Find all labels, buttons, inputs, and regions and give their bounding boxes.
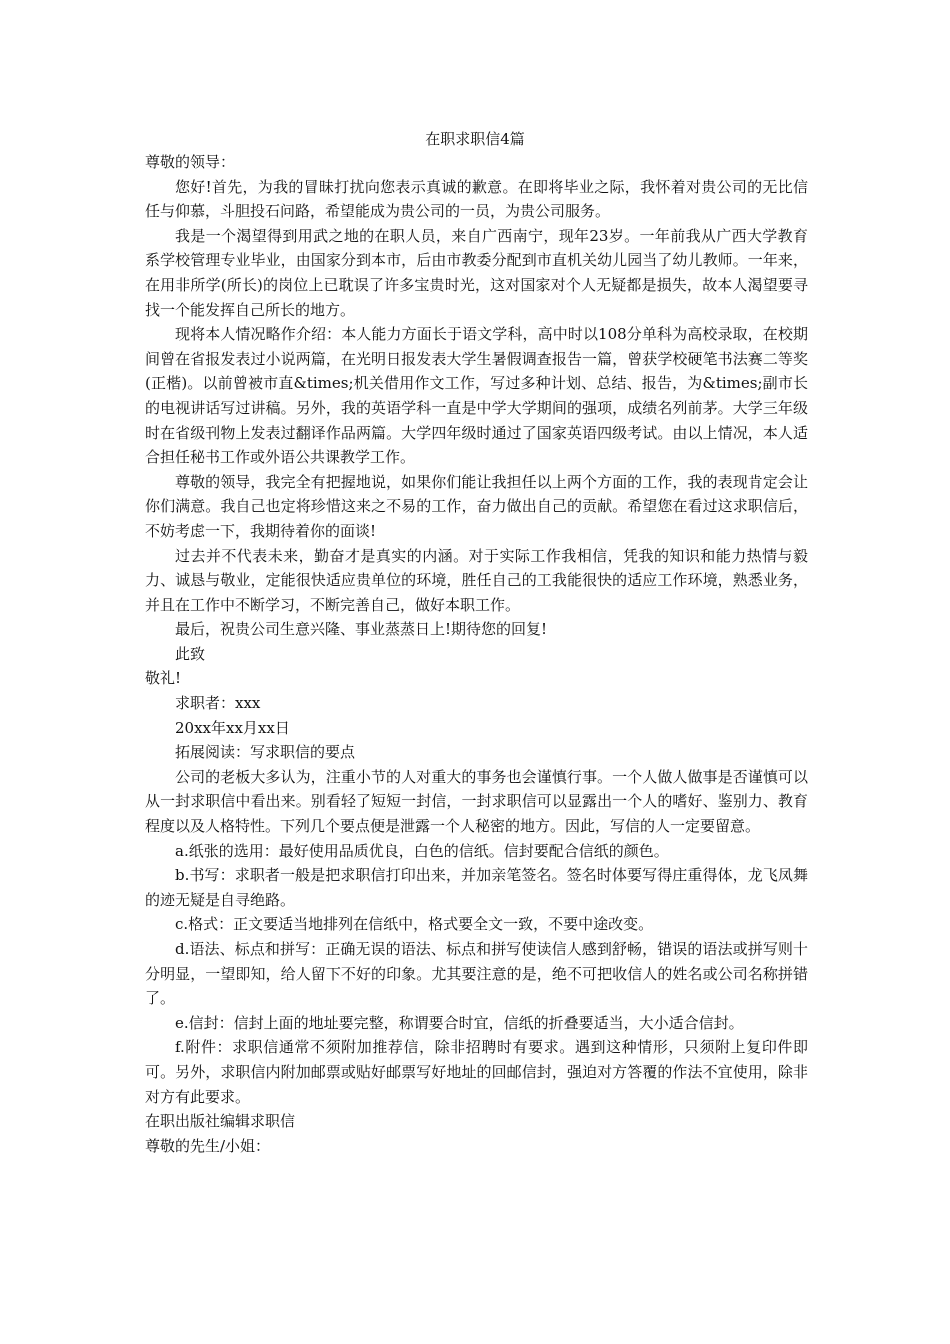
document-title: 在职求职信4篇 <box>425 130 525 148</box>
paragraph: 公司的老板大多认为，注重小节的人对重大的事务也会谨慎行事。一个人做人做事是否谨慎可以从一封求职信中看出来。别看轻了短短一封信，一封求职信可以显露出一个人的嗜好、鉴别力、教育程度以及人格特性。下列几个要点便是泄露一个人秘密的地方。因此，写信的人一定要留意。 <box>145 767 808 836</box>
paragraph: 最后，祝贵公司生意兴隆、事业蒸蒸日上!期待您的回复! <box>175 620 548 639</box>
paragraph: 我是一个渴望得到用武之地的在职人员，来自广西南宁，现年23岁。一年前我从广西大学教育系学校管理专业毕业，由国家分到本市，后由市教委分配到市直机关幼儿园当了幼儿教师。一年来，在用非所学(所长)的岗位上已耽误了许多宝贵时光，这对国家对个人无疑都是损失，故本人渴望要寻找一个能发挥自己所长的地方。 <box>145 226 808 319</box>
paragraph: 尊敬的领导： <box>145 153 236 171</box>
paragraph: 在职出版社编辑求职信 <box>145 1112 296 1131</box>
paragraph: 拓展阅读：写求职信的要点 <box>175 743 356 762</box>
paragraph: 尊敬的领导，我完全有把握地说，如果你们能让我担任以上两个方面的工作，我的表现肯定会让你们满意。我自己也定将珍惜这来之不易的工作，奋力做出自己的贡献。希望您在看过这求职信后，不妨考虑一下，我期待着你的面谈! <box>145 472 808 540</box>
paragraph: 现将本人情况略作介绍：本人能力方面长于语文学科，高中时以108分单科为高校录取，在校期间曾在省报发表过小说两篇，在光明日报发表大学生暑假调查报告一篇，曾获学校硬笔书法赛二等奖(正楷)。以前曾被市直&times;机关借用作文工作，写过多种计划、总结、报告，为&times;副市长的电视讲话写过讲稿。另外，我的英语学科一直是中学大学期间的强项，成绩名列前茅。大学三年级时在省级刊物上发表过翻译作品两篇。大学四年级时通过了国家英语四级考试。由以上情况，本人适合担任秘书工作或外语公共课教学工作。 <box>145 325 808 467</box>
paragraph: f.附件：求职信通常不须附加推荐信，除非招聘时有要求。遇到这种情形，只须附上复印件即可。另外，求职信内附加邮票或贴好邮票写好地址的回邮信封，强迫对方答覆的作法不宜使用，除非对方有此要求。 <box>145 1038 808 1106</box>
paragraph: 20xx年xx月xx日 <box>175 718 290 737</box>
paragraph: a.纸张的选用：最好使用品质优良，白色的信纸。信封要配合信纸的颜色。 <box>175 841 669 860</box>
paragraph: 过去并不代表未来，勤奋才是真实的内涵。对于实际工作我相信，凭我的知识和能力热情与毅力、诚恳与敬业，定能很快适应贵单位的环境，胜任自己的工我能很快的适应工作环境，熟悉业务，并且在工作中不断学习，不断完善自己，做好本职工作。 <box>145 546 808 614</box>
document-body <box>145 150 808 1158</box>
paragraph: 您好!首先，为我的冒昧打扰向您表示真诚的歉意。在即将毕业之际，我怀着对贵公司的无比信任与仰慕，斗胆投石问路，希望能成为贵公司的一员，为贵公司服务。 <box>145 177 808 221</box>
paragraph: b.书写：求职者一般是把求职信打印出来，并加亲笔签名。签名时体要写得庄重得体，龙飞凤舞的迹无疑是自寻绝路。 <box>145 866 808 909</box>
paragraph: 敬礼! <box>145 669 182 688</box>
paragraph: e.信封：信封上面的地址要完整，称谓要合时宜，信纸的折叠要适当，大小适合信封。 <box>175 1013 744 1032</box>
paragraph: 尊敬的先生/小姐： <box>145 1136 271 1155</box>
paragraph: 求职者：xxx <box>175 694 261 713</box>
paragraph: 此致 <box>175 644 206 663</box>
paragraph: c.格式：正文要适当地排列在信纸中，格式要全文一致，不要中途改变。 <box>175 915 654 934</box>
paragraph: d.语法、标点和拼写：正确无误的语法、标点和拼写使读信人感到舒畅，错误的语法或拼写则十分明显，一望即知，给人留下不好的印象。尤其要注意的是，绝不可把收信人的姓名或公司名称拼错了。 <box>145 940 808 1008</box>
